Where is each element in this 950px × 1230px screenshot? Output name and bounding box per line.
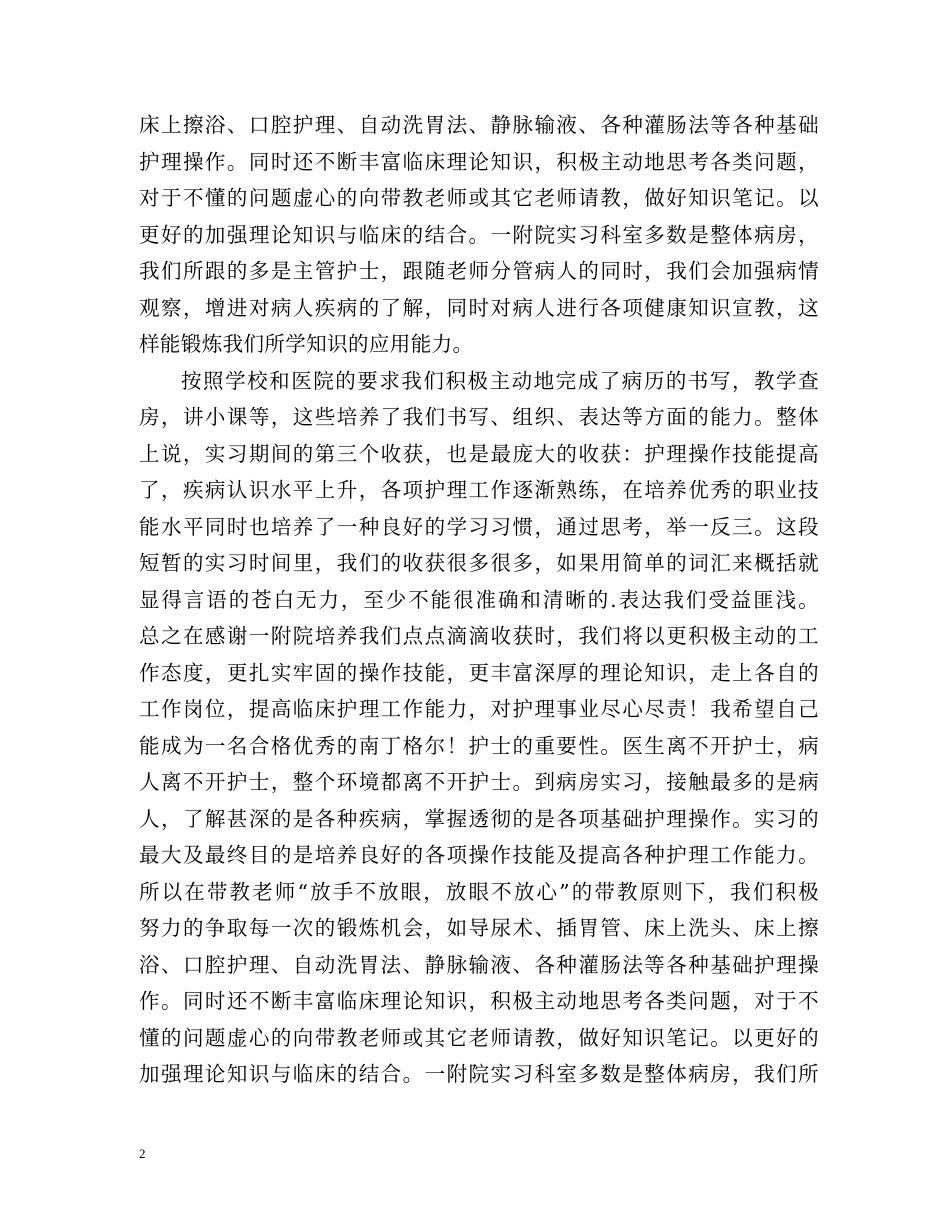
text-line: 工作岗位，提高临床护理工作能力，对护理事业尽心尽责！我希望自己 <box>139 697 819 721</box>
text-line: 人，了解甚深的是各种疾病，掌握透彻的是各项基础护理操作。实习的 <box>139 806 819 831</box>
text-line: 护理操作。同时还不断丰富临床理论知识，积极主动地思考各类问题， <box>139 149 819 174</box>
text-line: 对于不懂的问题虚心的向带教老师或其它老师请教，做好知识笔记。以 <box>139 186 819 210</box>
text-line: 懂的问题虚心的向带教老师或其它老师请教，做好知识笔记。以更好的 <box>139 1025 819 1050</box>
text-line: 观察，增进对病人疾病的了解，同时对病人进行各项健康知识宣教，这 <box>139 295 819 320</box>
text-line: 作。同时还不断丰富临床理论知识，积极主动地思考各类问题，对于不 <box>139 989 819 1013</box>
text-line: 努力的争取每一次的锻炼机会，如导尿术、插胃管、床上洗头、床上擦 <box>139 916 819 940</box>
text-line: 显得言语的苍白无力，至少不能很准确和清晰的.表达我们受益匪浅。 <box>139 587 819 612</box>
text-line: 房，讲小课等，这些培养了我们书写、组织、表达等方面的能力。整体 <box>139 405 819 429</box>
text-line: 总之在感谢一附院培养我们点点滴滴收获时，我们将以更积极主动的工 <box>139 624 819 648</box>
text-line: 作态度，更扎实牢固的操作技能，更丰富深厚的理论知识，走上各自的 <box>139 660 819 685</box>
text-line: 按照学校和医院的要求我们积极主动地完成了病历的书写，教学查 <box>181 368 819 393</box>
body-text <box>139 107 819 1093</box>
text-line: 加强理论知识与临床的结合。一附院实习科室多数是整体病房，我们所 <box>139 1062 819 1086</box>
text-line: 更好的加强理论知识与临床的结合。一附院实习科室多数是整体病房， <box>139 222 819 247</box>
text-line: 人离不开护士，整个环境都离不开护士。到病房实习，接触最多的是病 <box>139 770 819 794</box>
text-line: 浴、口腔护理、自动洗胃法、静脉输液、各种灌肠法等各种基础护理操 <box>139 952 819 977</box>
text-line: 能成为一名合格优秀的南丁格尔！护士的重要性。医生离不开护士，病 <box>139 733 819 758</box>
text-line: 能水平同时也培养了一种良好的学习习惯，通过思考，举一反三。这段 <box>139 514 819 539</box>
text-line: 短暂的实习时间里，我们的收获很多很多，如果用简单的词汇来概括就 <box>139 551 819 575</box>
text-line: 了，疾病认识水平上升，各项护理工作逐渐熟练，在培养优秀的职业技 <box>139 478 819 502</box>
text-line: 最大及最终目的是培养良好的各项操作技能及提高各种护理工作能力。 <box>139 843 819 867</box>
text-line: 上说，实习期间的第三个收获，也是最庞大的收获：护理操作技能提高 <box>139 441 819 466</box>
text-line: 样能锻炼我们所学知识的应用能力。 <box>139 332 474 356</box>
page-number: 2 <box>139 1146 146 1161</box>
text-line: 所以在带教老师“放手不放眼，放眼不放心”的带教原则下，我们积极 <box>139 879 819 904</box>
text-line: 床上擦浴、口腔护理、自动洗胃法、静脉输液、各种灌肠法等各种基础 <box>139 113 819 137</box>
text-line: 我们所跟的多是主管护士，跟随老师分管病人的同时，我们会加强病情 <box>139 259 819 283</box>
